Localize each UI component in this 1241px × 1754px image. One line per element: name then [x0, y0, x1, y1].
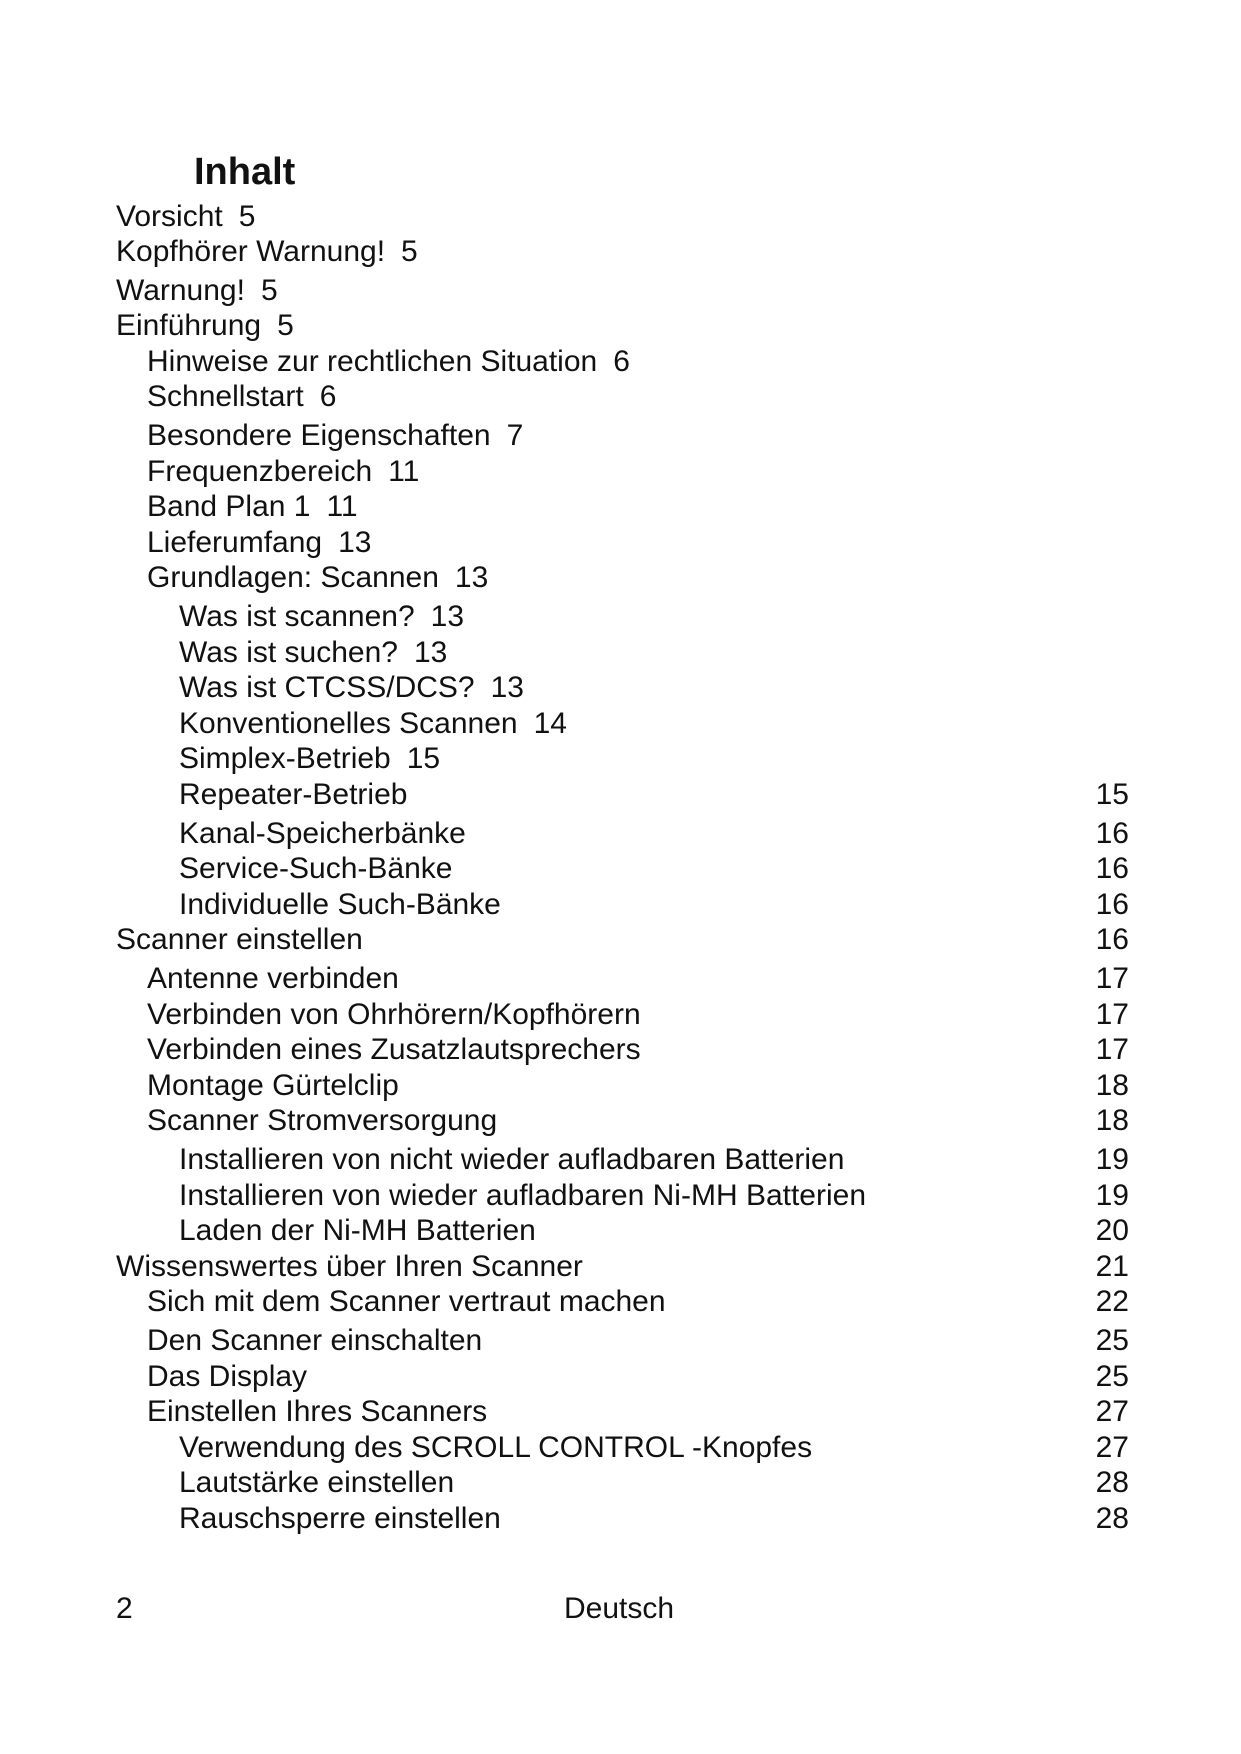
toc-entry-label: Kanal-Speicherbänke	[179, 817, 466, 850]
toc-entry-page: 16	[1095, 923, 1129, 956]
toc-entry-label: Antenne verbinden	[147, 962, 399, 995]
toc-entry-page: 27	[1095, 1395, 1129, 1428]
toc-entry-page: 16	[1095, 888, 1129, 921]
toc-entry-label: Verbinden von Ohrhörern/Kopfhörern	[147, 998, 641, 1031]
toc-entry[interactable]	[147, 561, 488, 595]
toc-entry-label: Repeater-Betrieb	[179, 778, 408, 811]
toc-entry-page: 22	[1095, 1285, 1129, 1318]
toc-entry-page: 25	[1095, 1360, 1129, 1393]
toc-entry-page: 20	[1095, 1214, 1129, 1247]
toc-entry[interactable]	[179, 742, 440, 776]
toc-entry[interactable]	[147, 526, 371, 560]
toc-entry-page: 19	[1095, 1143, 1129, 1176]
toc-entry[interactable]	[179, 1466, 454, 1500]
toc-entry-page: 18	[1095, 1104, 1129, 1137]
toc-entry-label: Den Scanner einschalten	[147, 1324, 483, 1357]
toc-entry-page: 25	[1095, 1324, 1129, 1357]
toc-entry-label: Wissenswertes über Ihren Scanner	[116, 1250, 583, 1283]
toc-entry[interactable]	[147, 419, 523, 453]
toc-entry-page: 7	[506, 419, 524, 452]
toc-entry-label: Rauschsperre einstellen	[179, 1502, 501, 1535]
toc-entry-label: Lautstärke einstellen	[179, 1466, 455, 1499]
toc-entry-page: 17	[1095, 998, 1129, 1031]
toc-entry-page: 28	[1095, 1466, 1129, 1499]
toc-entry-label: Scanner einstellen	[116, 923, 363, 956]
toc-entry[interactable]	[147, 1104, 497, 1138]
toc-entry-page: 11	[388, 455, 420, 488]
toc-entry[interactable]	[179, 671, 524, 705]
toc-entry-page: 16	[1095, 817, 1129, 850]
toc-entry-page: 28	[1095, 1502, 1129, 1535]
toc-entry[interactable]	[147, 490, 358, 524]
toc-entry[interactable]	[147, 1069, 399, 1103]
toc-entry-page: 5	[401, 235, 418, 268]
toc-entry-page: 17	[1095, 1033, 1129, 1066]
toc-entry-page: 14	[533, 707, 567, 740]
toc-entry[interactable]	[179, 778, 407, 812]
toc-entry[interactable]	[147, 998, 641, 1032]
toc-entry-label: Service-Such-Bänke	[179, 852, 453, 885]
toc-entry[interactable]	[179, 636, 447, 670]
toc-entry-page: 6	[613, 345, 630, 378]
toc-entry[interactable]	[116, 200, 255, 234]
toc-entry[interactable]	[179, 707, 567, 741]
toc-entry-label: Einstellen Ihres Scanners	[147, 1395, 488, 1428]
toc-entry[interactable]	[179, 888, 501, 922]
toc-entry-label: Frequenzbereich	[147, 455, 373, 488]
toc-entry-page: 21	[1095, 1250, 1129, 1283]
toc-entry-page: 13	[454, 561, 489, 594]
toc-entry-page: 5	[277, 309, 294, 342]
toc-entry-page: 5	[238, 200, 256, 233]
toc-entry-label: Schnellstart	[147, 380, 304, 413]
toc-entry[interactable]	[179, 1502, 501, 1536]
toc-entry-label: Sich mit dem Scanner vertraut machen	[147, 1285, 666, 1318]
toc-entry-page: 13	[413, 636, 448, 669]
toc-entry-page: 27	[1095, 1431, 1129, 1464]
toc-entry-label: Hinweise zur rechtlichen Situation	[147, 345, 598, 378]
toc-entry[interactable]	[147, 1395, 487, 1429]
page-title: Inhalt	[194, 151, 296, 193]
toc-entry[interactable]	[147, 345, 630, 379]
toc-entry-label: Was ist suchen?	[179, 636, 398, 669]
toc-entry[interactable]	[147, 1324, 482, 1358]
toc-entry[interactable]	[116, 235, 418, 269]
toc-entry[interactable]	[147, 1033, 641, 1067]
toc-entry[interactable]	[179, 600, 464, 634]
toc-entry-label: Lieferumfang	[147, 526, 323, 559]
toc-entry-label: Laden der Ni-MH Batterien	[179, 1214, 536, 1247]
toc-entry-page: 11	[326, 490, 358, 523]
toc-entry-label: Besondere Eigenschaften	[147, 419, 491, 452]
toc-entry-label: Das Display	[147, 1360, 308, 1393]
footer-language: Deutsch	[564, 1592, 675, 1625]
toc-entry[interactable]	[179, 1431, 812, 1465]
toc-entry-label: Scanner Stromversorgung	[147, 1104, 498, 1137]
toc-entry[interactable]	[116, 309, 294, 343]
toc-entry-page: 13	[430, 600, 465, 633]
toc-entry[interactable]	[147, 962, 399, 996]
toc-entry[interactable]	[147, 1360, 307, 1394]
toc-entry-label: Montage Gürtelclip	[147, 1069, 399, 1102]
toc-entry[interactable]	[179, 1179, 866, 1213]
toc-entry-label: Verwendung des SCROLL CONTROL -Knopfes	[179, 1431, 813, 1464]
toc-entry-label: Verbinden eines Zusatzlautsprechers	[147, 1033, 641, 1066]
toc-entry-label: Was ist scannen?	[179, 600, 415, 633]
toc-entry-page: 15	[1095, 778, 1129, 811]
footer-page-number: 2	[116, 1592, 133, 1625]
toc-entry-page: 16	[1095, 852, 1129, 885]
toc-entry-page: 19	[1095, 1179, 1129, 1212]
toc-entry[interactable]	[179, 1214, 536, 1248]
toc-entry-label: Individuelle Such-Bänke	[179, 888, 501, 921]
toc-entry[interactable]	[147, 1285, 666, 1319]
toc-entry[interactable]	[179, 1143, 844, 1177]
toc-entry[interactable]	[116, 274, 278, 308]
toc-entry-label: Warnung!	[116, 274, 245, 307]
toc-entry-page: 13	[490, 671, 524, 704]
toc-entry-label: Simplex-Betrieb	[179, 742, 391, 775]
toc-entry-label: Kopfhörer Warnung!	[116, 235, 386, 268]
toc-entry-page: 6	[319, 380, 337, 413]
toc-entry-label: Installieren von nicht wieder aufladbaren Batterien	[179, 1143, 845, 1176]
toc-entry-label: Vorsicht	[116, 200, 223, 233]
toc-entry-label: Grundlagen: Scannen	[147, 561, 439, 594]
toc-entry-page: 5	[260, 274, 278, 307]
toc-entry[interactable]	[179, 817, 466, 851]
toc-entry[interactable]	[116, 923, 363, 957]
toc-entry[interactable]	[147, 455, 419, 489]
toc-entry[interactable]	[147, 380, 336, 414]
toc-entry-label: Band Plan 1	[147, 490, 311, 523]
toc-entry-label: Installieren von wieder aufladbaren Ni-MH Batterien	[179, 1179, 867, 1212]
toc-entry[interactable]	[116, 1250, 583, 1284]
toc-entry-label: Was ist CTCSS/DCS?	[179, 671, 475, 704]
toc-entry-label: Konventionelles Scannen	[179, 707, 518, 740]
toc-entry[interactable]	[179, 852, 452, 886]
toc-entry-page: 15	[406, 742, 441, 775]
toc-entry-page: 13	[338, 526, 372, 559]
toc-entry-page: 18	[1095, 1069, 1129, 1102]
toc-entry-label: Einführung	[116, 309, 262, 342]
toc-entry-page: 17	[1095, 962, 1129, 995]
